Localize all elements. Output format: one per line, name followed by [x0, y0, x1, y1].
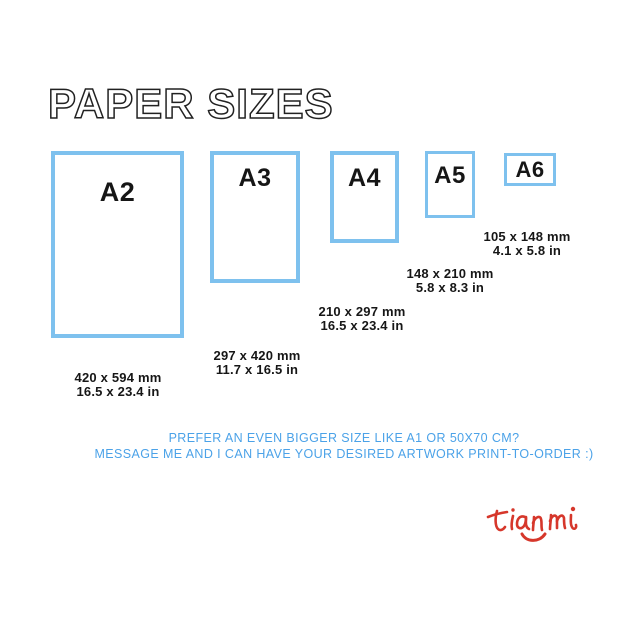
paper-box-a5 [425, 151, 475, 218]
paper-label-a5: A5 [434, 162, 466, 189]
paper-label-a6: A6 [515, 157, 545, 182]
title-outline-svg [46, 78, 386, 128]
paper-dimensions-a2 [53, 371, 183, 399]
paper-dimensions-a4 [297, 305, 427, 333]
paper-label-a2: A2 [99, 177, 136, 207]
paper-dimensions-a5 [385, 267, 515, 295]
paper-box-a4 [330, 151, 399, 243]
paper-box-a2 [51, 151, 184, 338]
dimension-mm: 420 x 594 mm [74, 370, 162, 385]
dimension-in: 16.5 x 23.4 in [76, 384, 160, 399]
paper-box-a3 [210, 151, 300, 283]
paper-label-a3: A3 [238, 164, 272, 192]
paper-label-a4: A4 [348, 164, 381, 192]
signature [485, 500, 580, 548]
paper-dimensions-a3 [192, 349, 322, 377]
dimension-in: 5.8 x 8.3 in [415, 280, 485, 295]
dimension-mm: 148 x 210 mm [406, 266, 494, 281]
dimension-mm: 297 x 420 mm [213, 348, 301, 363]
dimension-in: 11.7 x 16.5 in [215, 362, 299, 377]
dimension-mm: 210 x 297 mm [318, 304, 406, 319]
note-line-1: PREFER AN EVEN BIGGER SIZE LIKE A1 OR 50X70 CM? [168, 431, 520, 445]
paper-box-a6 [504, 153, 556, 186]
page-title [46, 78, 386, 128]
dimension-in: 4.1 x 5.8 in [492, 243, 562, 258]
page-title-text: PAPER SIZES [48, 80, 334, 127]
paper-dimensions-a6 [462, 230, 592, 258]
dimension-mm: 105 x 148 mm [483, 229, 571, 244]
order-note [44, 430, 640, 462]
smiley-signature-svg [485, 500, 580, 548]
dimension-in: 16.5 x 23.4 in [320, 318, 404, 333]
note-line-2: MESSAGE ME AND I CAN HAVE YOUR DESIRED ARTWORK PRINT-TO-ORDER :) [94, 447, 594, 461]
